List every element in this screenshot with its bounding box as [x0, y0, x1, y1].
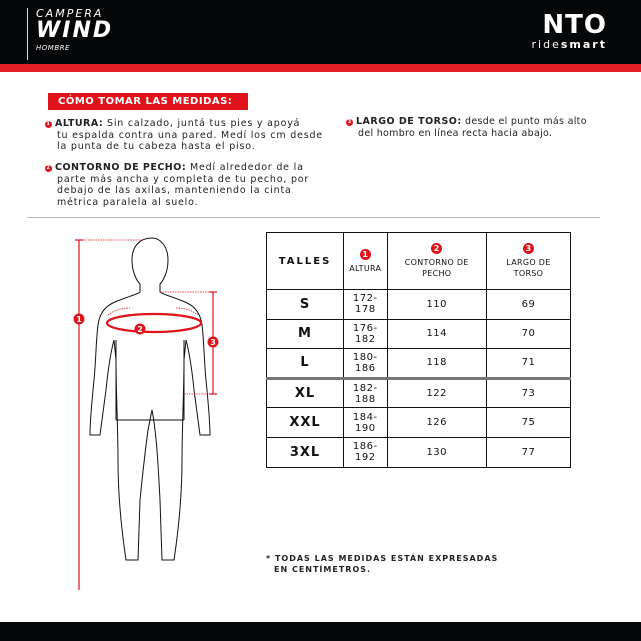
instruction-text: Sin calzado, juntá tus pies y apoyá: [103, 118, 301, 129]
logo-wordmark: NTO: [542, 10, 607, 40]
table-row: [267, 349, 571, 379]
height-measure-icon: [75, 240, 142, 590]
cell-size: S: [267, 290, 344, 320]
instruction-text: desde el punto más alto: [461, 116, 587, 127]
table-row: [267, 437, 571, 467]
cell-pecho: 118: [387, 349, 486, 379]
svg-text:1: 1: [76, 315, 82, 324]
instruction-altura: [45, 118, 335, 153]
tagline-light: ride: [531, 38, 561, 51]
header-altura: [344, 233, 388, 290]
instruction-text-cont: parte más ancha y completa de tu pecho, por debajo de las axilas, manteniendo la cinta métrica paralela al suelo.: [57, 173, 310, 208]
product-gender: HOMBRE: [36, 44, 70, 52]
table-row: [267, 290, 571, 320]
instruction-label: ALTURA:: [55, 118, 104, 129]
cell-size: M: [267, 319, 344, 349]
cell-size: 3XL: [267, 437, 344, 467]
number-3-icon: 3: [523, 243, 534, 254]
brand-logo: [532, 12, 607, 52]
body-measurement-figure: [60, 230, 240, 590]
product-category: CAMPERA: [36, 7, 104, 20]
number-1-icon: 1: [360, 249, 371, 260]
table-header-row: [267, 233, 571, 290]
cell-torso: 70: [486, 319, 570, 349]
footer-bar: [0, 622, 641, 641]
cell-altura: 184-190: [344, 408, 388, 438]
footnote-line-1: * TODAS LAS MEDIDAS ESTÁN EXPRESADAS: [266, 554, 499, 563]
number-1-icon: 1: [46, 121, 51, 127]
cell-altura: 182-188: [344, 378, 388, 408]
cell-size: L: [267, 349, 344, 379]
instruction-text-cont: del hombro en línea recta hacia abajo.: [358, 127, 553, 139]
cell-torso: 77: [486, 437, 570, 467]
cell-torso: 71: [486, 349, 570, 379]
footnote-line-2: EN CENTÍMETROS.: [274, 565, 372, 574]
howto-title: CÓMO TOMAR LAS MEDIDAS:: [48, 93, 248, 110]
logo-tagline: [532, 38, 607, 52]
svg-text:3: 3: [210, 338, 216, 347]
cell-size: XXL: [267, 408, 344, 438]
cell-altura: 176-182: [344, 319, 388, 349]
cell-pecho: 110: [387, 290, 486, 320]
header-contorno-pecho: [387, 233, 486, 290]
chest-measure-icon: [107, 308, 201, 332]
svg-text:2: 2: [137, 325, 143, 334]
cell-pecho: 130: [387, 437, 486, 467]
header-largo-torso: [486, 233, 570, 290]
product-name: WIND: [36, 18, 114, 43]
cell-pecho: 122: [387, 378, 486, 408]
header-label: LARGO DE TORSO: [506, 258, 551, 278]
header-red-stripe: [0, 64, 641, 72]
size-chart-table: [266, 232, 571, 468]
table-row: [267, 378, 571, 408]
table-row: [267, 319, 571, 349]
cell-altura: 180-186: [344, 349, 388, 379]
header-bar: [0, 0, 641, 64]
cell-pecho: 126: [387, 408, 486, 438]
instruction-text: Medí alrededor de la: [186, 162, 304, 173]
instruction-label: CONTORNO DE PECHO:: [55, 162, 187, 173]
number-2-icon: 2: [431, 243, 442, 254]
instruction-contorno-pecho: [45, 162, 335, 208]
product-title-block: [27, 8, 113, 60]
instruction-largo-torso: [346, 116, 636, 139]
cell-pecho: 114: [387, 319, 486, 349]
cell-altura: 172-178: [344, 290, 388, 320]
cell-torso: 75: [486, 408, 570, 438]
section-divider: [27, 217, 600, 218]
cell-torso: 69: [486, 290, 570, 320]
instruction-text-cont: tu espalda contra una pared. Medí los cm desde la punta de tu cabeza hasta el piso.: [57, 129, 323, 152]
cell-size: XL: [267, 378, 344, 408]
cell-altura: 186-192: [344, 437, 388, 467]
instruction-label: LARGO DE TORSO:: [356, 116, 462, 127]
cell-torso: 73: [486, 378, 570, 408]
header-label: CONTORNO DE PECHO: [404, 258, 469, 278]
number-3-icon: 3: [347, 119, 352, 125]
header-label: ALTURA: [349, 263, 382, 273]
body-outline-icon: [90, 238, 210, 560]
footnote: [266, 553, 498, 575]
tagline-bold: smart: [560, 38, 607, 51]
number-2-icon: 2: [46, 165, 51, 171]
header-talles: TALLES: [267, 233, 344, 290]
table-row: [267, 408, 571, 438]
